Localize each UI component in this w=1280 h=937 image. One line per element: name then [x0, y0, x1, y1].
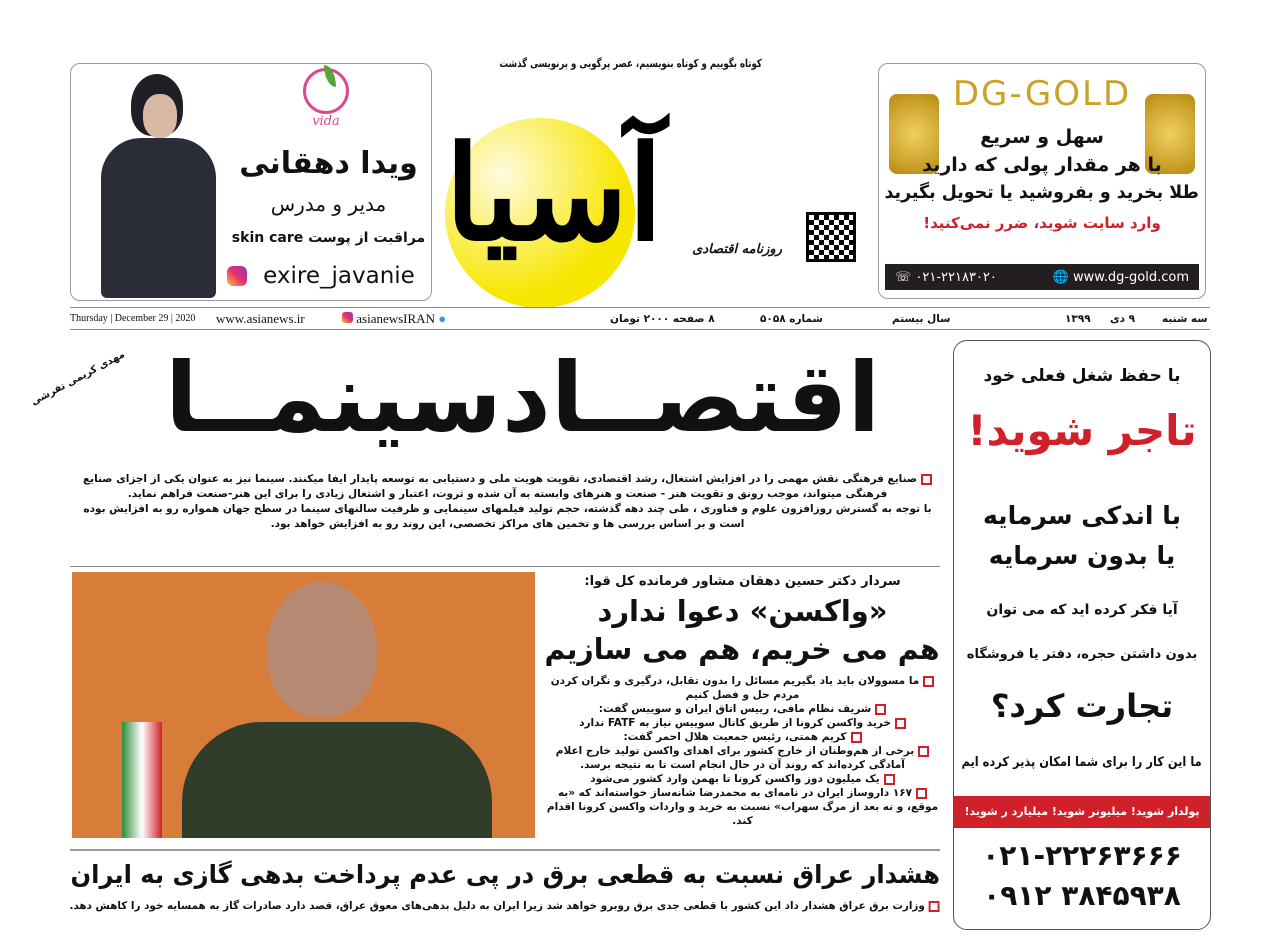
iraq-summary: وزارت برق عراق هشدار داد این کشور با قطعی جدی برق روبرو خواهد شد زیرا ایران به دلیل بدهی‌های معوق عراق، قصد دارد صادرات گاز به همسایه خود را کاهش دهد.	[70, 898, 940, 914]
phone: ☏ ۰۲۱-۲۲۱۸۳۰۲۰	[895, 269, 997, 285]
vaccine-headline-2: هم می خریم، هم می سازیم	[544, 632, 941, 666]
verified-icon: ●	[438, 311, 447, 326]
bullet-item: ۱۶۷ داروساز ایران در نامه‌ای به محمدرضا شانه‌ساز خواسته‌اند که «به موقع، و نه بعد از مرگ سهراب» نسبت به خرید و واردات واکسن کرونا اقدام کند.	[546, 787, 939, 827]
lead-headline: اقتصــادسینمــا	[164, 342, 881, 454]
globe-icon: 🌐	[1052, 269, 1073, 285]
masthead-subtitle: روزنامه اقتصادی	[692, 242, 782, 257]
bullet-item: خرید واکسن کرونا از طریق کانال سوییس نیاز به FATF ندارد	[545, 716, 940, 730]
dehghan-photo	[72, 572, 535, 838]
ad-vida-skincare[interactable]	[70, 63, 432, 301]
ad-service: مراقبت از پوست skin care	[231, 230, 426, 246]
ad-dg-gold[interactable]: DG-GOLD سهل و سریع با هر مقدار پولی که دارید طلا بخرید و بفروشید یا تحویل بگیرید وارد سایت شوید، ضرر نمی‌کنید! ☏ ۰۲۱-۲۲۱۸۳۰۲۰ 🌐 www.dg-gold.com	[878, 63, 1206, 299]
phone-icon: ☏	[895, 269, 916, 285]
lead-paragraph-1: صنایع فرهنگی نقش مهمی را در افزایش اشتغال، رشد اقتصادی، تقویت هویت ملی و دستیابی به توسعه پایدار ایفا میکنند. سینما نیز به عنوان یکی از اجزای صنایع فرهنگی میتواند، موجب رونق و تقویت هنر - صنعت و هنرهای وابسته به آن شده و ثروت، اعتبار و اشتغال زیادی را برای این هنر-صنعت فراهم نماید.	[75, 472, 940, 502]
vaccine-story	[545, 572, 940, 828]
instagram-icon	[342, 312, 353, 323]
masthead-tagline: کوتاه بگوییم و کوتاه بنویسیم، عصر پرگویی و پرنویسی گذشت	[499, 57, 763, 70]
vida-logo: vida	[296, 68, 356, 128]
phone-1[interactable]: ۰۲۱-۲۲۲۶۳۶۶۶	[982, 839, 1182, 872]
person-photo	[91, 72, 221, 298]
bullet-square-icon	[895, 718, 906, 729]
instagram-icon	[227, 266, 247, 286]
bullet-square-icon	[923, 676, 934, 687]
lead-paragraph-2: با توجه به گسترش روزافزون علوم و فناوری ، طی چند دهه گذشته، حجم تولید فیلمهای سینمایی و ظرفیت سالنهای سینما در سطح جهان همواره رو به افزایش بوده است و بر اساس بررسی ها و تخمین های مراکز تخصصی، این روند رو به افزایش خواهد بود.	[83, 503, 932, 530]
bullet-item: برخی از هم‌وطنان از خارج کشور برای اهدای واکسن تولید خارج اعلام آمادگی کرده‌اند که روند آن در حال انجام است تا به نتیجه برسد.	[545, 744, 940, 772]
bullet-item: ما مسوولان باید یاد بگیریم مسائل را بدون تقابل، درگیری و نگران کردن مردم حل و فصل کنیم	[545, 674, 940, 702]
masthead-logo: آسیا	[445, 117, 663, 270]
instagram-link[interactable]: asianewsIRAN ●	[342, 309, 446, 329]
bullet-square-icon	[921, 474, 932, 485]
website[interactable]: 🌐 www.dg-gold.com	[1052, 269, 1189, 285]
qr-code[interactable]	[806, 212, 856, 262]
bullet-item: شریف نظام مافی، رییس اتاق ایران و سوییس گفت:	[545, 702, 940, 716]
bullet-square-icon	[929, 901, 940, 912]
bullet-square-icon	[884, 774, 895, 785]
bullet-square-icon	[851, 732, 862, 743]
ad-banner: پولدار شوید! میلیونر شوید! میلیارد ر شوید!	[954, 796, 1210, 828]
dg-contact-bar	[885, 264, 1199, 290]
vaccine-bullets	[545, 674, 940, 828]
vaccine-headline-1: «واکسن» دعوا ندارد	[597, 594, 888, 628]
iraq-story	[70, 856, 940, 914]
byline: مهدی کریمی تفرشی	[29, 349, 127, 408]
bullet-square-icon	[916, 788, 927, 799]
bullet-square-icon	[918, 746, 929, 757]
dg-gold-logo: DG-GOLD	[952, 74, 1132, 114]
bullet-item: یک میلیون دوز واکسن کرونا تا بهمن وارد کشور می‌شود	[545, 772, 940, 786]
website-link[interactable]: www.asianews.ir	[216, 311, 305, 326]
instagram-handle[interactable]: exire_javanie	[227, 261, 427, 291]
phone-2[interactable]: ۰۹۱۲ ۳۸۴۵۹۳۸	[983, 879, 1181, 912]
iraq-headline: هشدار عراق نسبت به قطعی برق در پی عدم پرداخت بدهی گازی به ایران	[70, 860, 940, 889]
bullet-item: کریم همتی، رئیس جمعیت هلال احمر گفت:	[545, 730, 940, 744]
bullet-square-icon	[875, 704, 886, 715]
ad-trader[interactable]: با حفظ شغل فعلی خود تاجر شوید! با اندکی سرمایه یا بدون سرمایه آیا فکر کرده اید که می توان بدون داشتن حجره، دفتر یا فروشگاه تجارت کرد؟ ما این کار را برای شما امکان پذیر کرده ایم پولدار شوید! میلیونر شوید! میلیارد ر شوید! ۰۲۱-۲۲۲۶۳۶۶۶ ۰۹۱۲ ۳۸۴۵۹۳۸	[953, 340, 1211, 930]
lead-text	[75, 472, 940, 532]
ad-name: ویدا دهقانی	[239, 146, 418, 181]
ad-role: مدیر و مدرس	[270, 192, 387, 216]
vaccine-kicker: سردار دکتر حسین دهقان مشاور فرمانده کل قوا:	[584, 574, 901, 589]
info-bar: Thursday | December 29 | 2020 www.asianews.ir asianewsIRAN ● ۸ صفحه ۲۰۰۰ تومان شماره ۵۰۵۸ سال بیستم ۱۳۹۹ ۹ دی سه شنبه	[70, 309, 1210, 329]
